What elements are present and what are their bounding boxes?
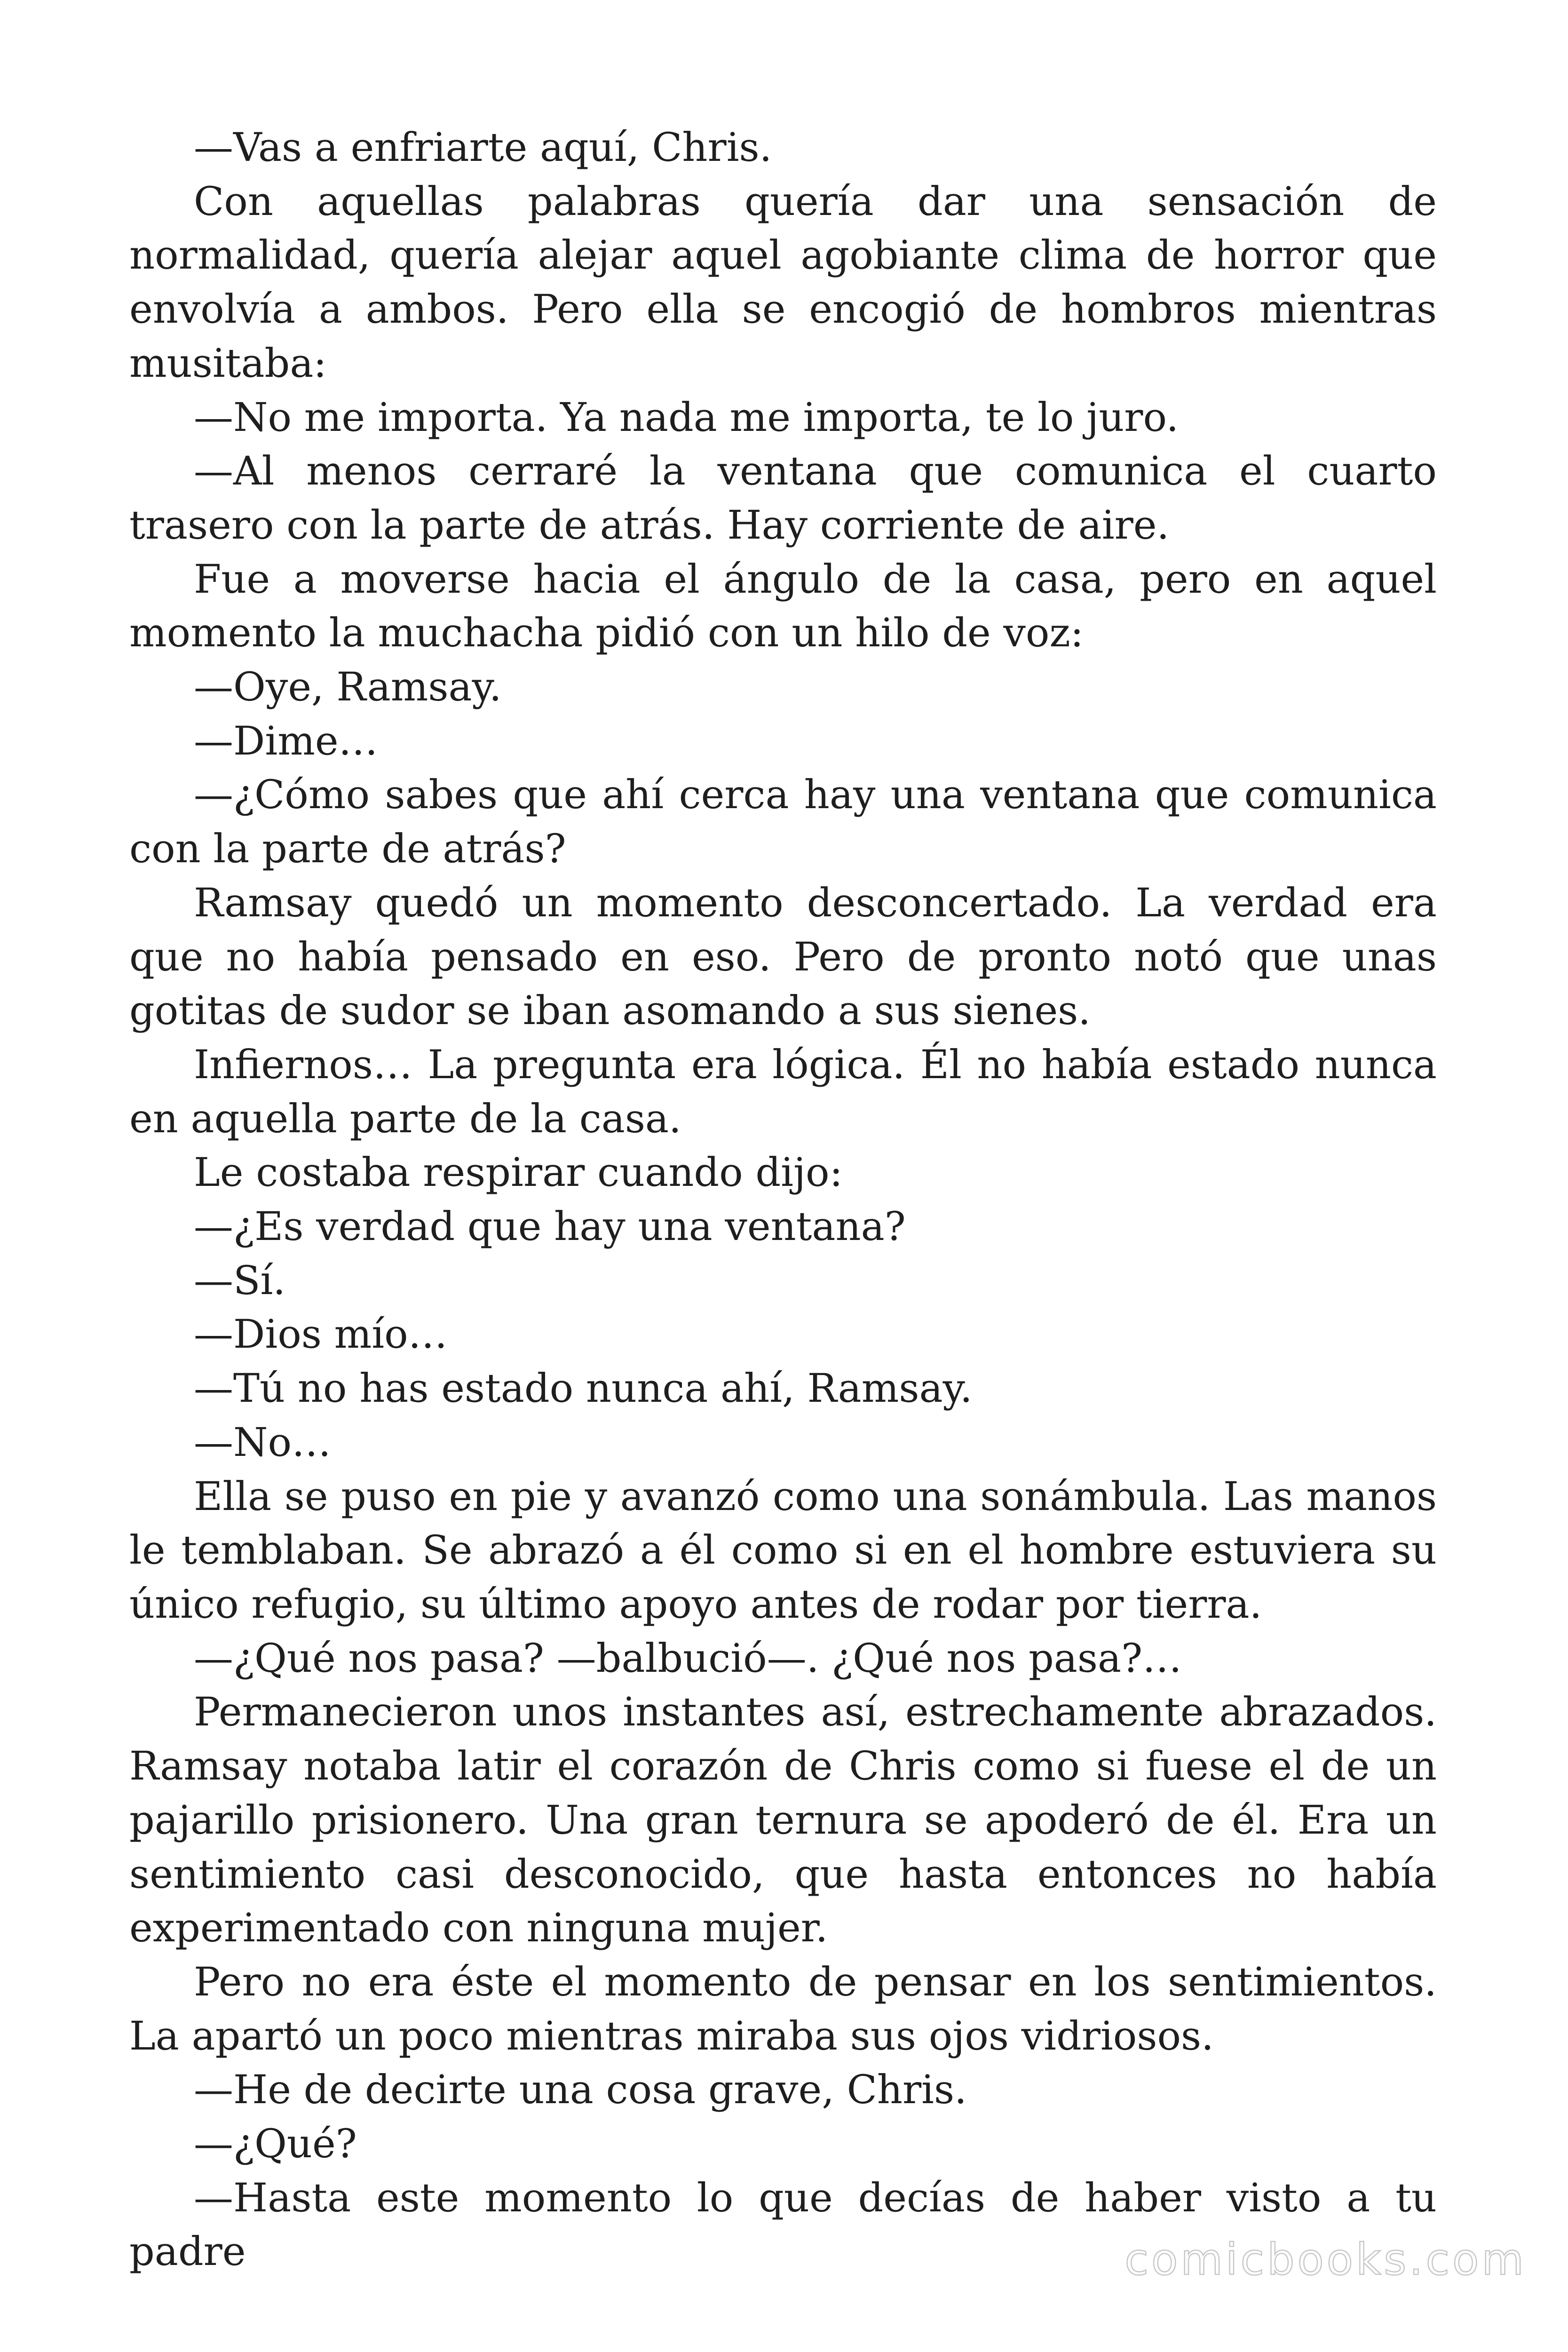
- paragraph: —Dios mío…: [194, 1311, 448, 1358]
- paragraph: —¿Es verdad que hay una ventana?: [194, 1203, 906, 1250]
- paragraph: —¿Cómo sabes que ahí cerca hay una ventana que comunica con la parte de atrás?: [129, 771, 1437, 872]
- paragraph: —Tú no has estado nunca ahí, Ramsay.: [194, 1365, 973, 1412]
- paragraph: Permanecieron unos instantes así, estrechamente abrazados. Ramsay notaba latir el corazón de Chris como si fuese el de un pajarillo prisionero. Una gran ternura se apoderó de él. Era un sentimiento casi desconocido, que hasta entonces no había experimentado con ninguna mujer.: [129, 1689, 1437, 1951]
- paragraph: —He de decirte una cosa grave, Chris.: [194, 2066, 967, 2113]
- paragraph: —Al menos cerraré la ventana que comunica el cuarto trasero con la parte de atrás. Hay corriente de aire.: [129, 448, 1437, 548]
- paragraph: —Hasta este momento lo que decías de haber visto a tu padre: [129, 2174, 1437, 2275]
- paragraph: —Sí.: [194, 1257, 286, 1303]
- paragraph: Le costaba respirar cuando dijo:: [194, 1149, 843, 1196]
- paragraph: —Dime…: [194, 717, 378, 764]
- paragraph: Ramsay quedó un momento desconcertado. La verdad era que no había pensado en eso. Pero de pronto notó que unas gotitas de sudor se iban asomando a sus sienes.: [129, 879, 1437, 1034]
- paragraph: Con aquellas palabras quería dar una sensación de normalidad, quería alejar aquel agobiante clima de horror que envolvía a ambos. Pero ella se encogió de hombros mientras musitaba:: [129, 178, 1437, 386]
- paragraph: —¿Qué?: [194, 2121, 357, 2167]
- paragraph: —Vas a enfriarte aquí, Chris.: [194, 124, 772, 170]
- paragraph: Ella se puso en pie y avanzó como una sonámbula. Las manos le temblaban. Se abrazó a él como si en el hombre estuviera su único refugio, su último apoyo antes de rodar por tierra.: [129, 1473, 1437, 1627]
- paragraph: —Oye, Ramsay.: [194, 664, 502, 710]
- paragraph: Infiernos… La pregunta era lógica. Él no había estado nunca en aquella parte de la casa.: [129, 1041, 1437, 1142]
- book-page-text: [129, 120, 1437, 2279]
- paragraph: —No…: [194, 1419, 332, 1465]
- paragraph: —¿Qué nos pasa? —balbució—. ¿Qué nos pasa?…: [194, 1635, 1182, 1681]
- paragraph: Fue a moverse hacia el ángulo de la casa, pero en aquel momento la muchacha pidió con un hilo de voz:: [129, 556, 1437, 656]
- paragraph: Pero no era éste el momento de pensar en los sentimientos. La apartó un poco mientras miraba sus ojos vidriosos.: [129, 1958, 1437, 2059]
- watermark: comicbooks.com: [1125, 2234, 1527, 2285]
- paragraph: —No me importa. Ya nada me importa, te lo juro.: [194, 394, 1179, 440]
